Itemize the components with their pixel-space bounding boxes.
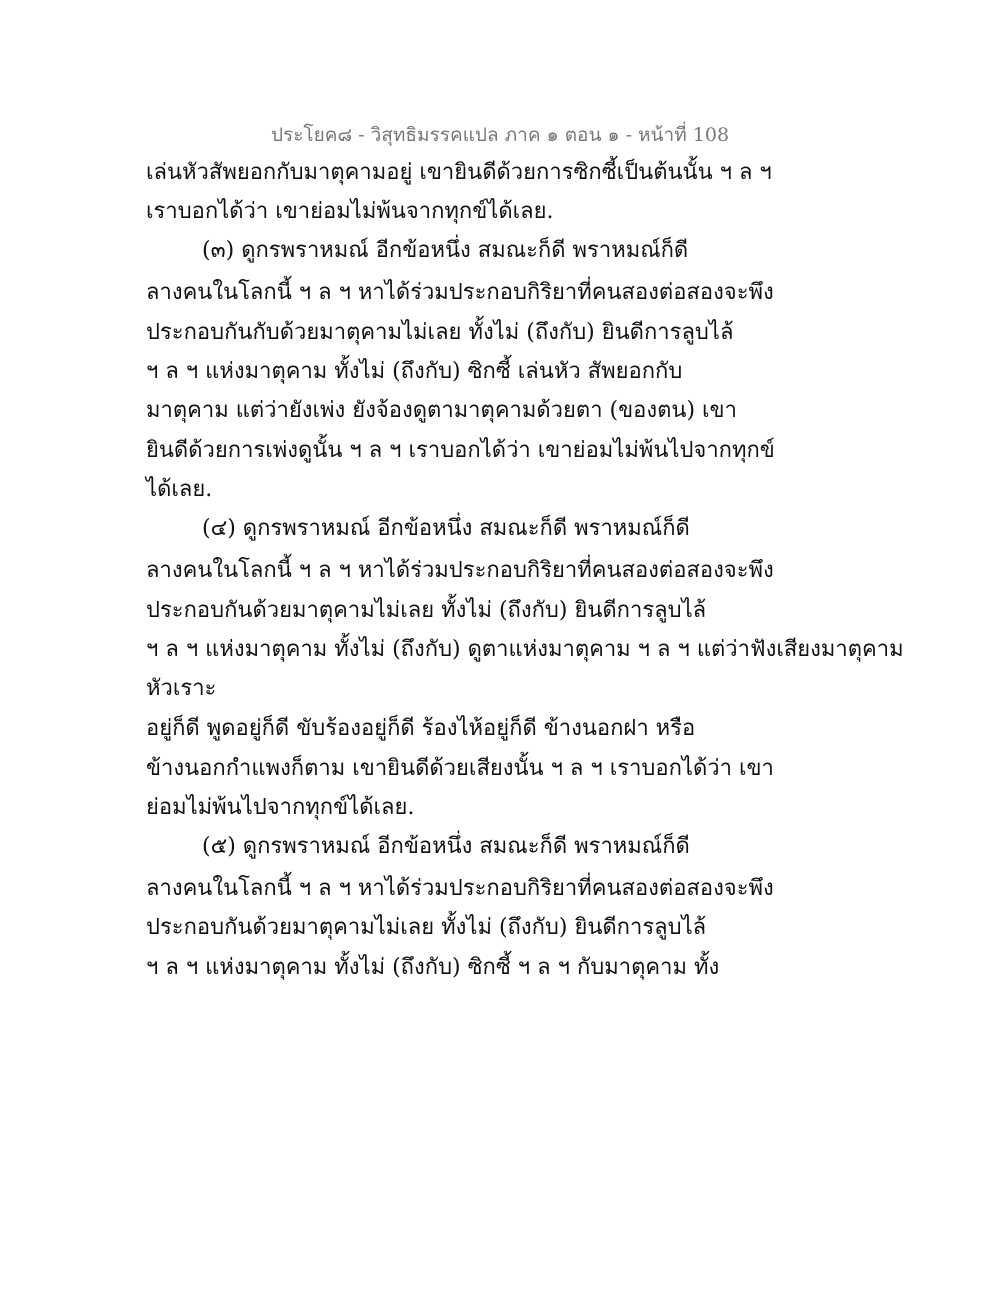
text-line: ย่อมไม่พ้นไปจากทุกข์ได้เลย. — [146, 795, 415, 820]
text-line: ฯ ล ฯ แห่งมาตุคาม ทั้งไม่ (ถึงกับ) ซิกซี้ ฯ ล ฯ กับมาตุคาม ทั้ง — [146, 955, 720, 980]
text-line: เล่นหัวสัพยอกกับมาตุคามอยู่ เขายินดีด้วยการซิกซี้เป็นต้นนั้น ฯ ล ฯ — [146, 160, 772, 185]
text-line: ข้างนอกกำแพงก็ตาม เขายินดีด้วยเสียงนั้น ฯ ล ฯ เราบอกได้ว่า เขา — [146, 756, 774, 781]
text-line: มาตุคาม แต่ว่ายังเพ่ง ยังจ้องดูตามาตุคามด้วยตา (ของตน) เขา — [146, 398, 737, 423]
text-line: ลางคนในโลกนี้ ฯ ล ฯ หาได้ร่วมประกอบกิริยาที่คนสองต่อสองจะพึง — [146, 280, 774, 305]
text-line: ลางคนในโลกนี้ ฯ ล ฯ หาได้ร่วมประกอบกิริยาที่คนสองต่อสองจะพึง — [146, 558, 774, 583]
text-line: อยู่ก็ดี พูดอยู่ก็ดี ขับร้องอยู่ก็ดี ร้องไห้อยู่ก็ดี ข้างนอกฝา หรือ — [146, 716, 696, 741]
text-line: ฯ ล ฯ แห่งมาตุคาม ทั้งไม่ (ถึงกับ) ซิกซี้ เล่นหัว สัพยอกกับ — [146, 359, 683, 384]
paragraph-heading-4: (๔) ดูกรพราหมณ์ อีกข้อหนึ่ง สมณะก็ดี พราหมณ์ก็ดี — [202, 516, 690, 541]
paragraph-heading-5: (๕) ดูกรพราหมณ์ อีกข้อหนึ่ง สมณะก็ดี พราหมณ์ก็ดี — [202, 834, 690, 859]
text-line: ยินดีด้วยการเพ่งดูนั้น ฯ ล ฯ เราบอกได้ว่า เขาย่อมไม่พ้นไปจากทุกข์ — [146, 438, 775, 463]
text-line: หัวเราะ — [146, 676, 217, 701]
text-line: ได้เลย. — [146, 477, 213, 502]
text-line: เราบอกได้ว่า เขาย่อมไม่พ้นจากทุกข์ได้เลย. — [146, 199, 554, 224]
text-line: ลางคนในโลกนี้ ฯ ล ฯ หาได้ร่วมประกอบกิริยาที่คนสองต่อสองจะพึง — [146, 876, 774, 901]
text-line: ประกอบกันด้วยมาตุคามไม่เลย ทั้งไม่ (ถึงกับ) ยินดีการลูบไล้ — [146, 598, 707, 623]
text-line: ฯ ล ฯ แห่งมาตุคาม ทั้งไม่ (ถึงกับ) ดูตาแห่งมาตุคาม ฯ ล ฯ แต่ว่าฟังเสียงมาตุคาม — [146, 637, 904, 662]
paragraph-heading-3: (๓) ดูกรพราหมณ์ อีกข้อหนึ่ง สมณะก็ดี พราหมณ์ก็ดี — [202, 238, 689, 263]
page-header: ประโยค๘ - วิสุทธิมรรคแปล ภาค ๑ ตอน ๑ - หน้าที่ 108 — [270, 124, 730, 146]
text-line: ประกอบกันด้วยมาตุคามไม่เลย ทั้งไม่ (ถึงกับ) ยินดีการลูบไล้ — [146, 915, 707, 940]
text-line: ประกอบกันกับด้วยมาตุคามไม่เลย ทั้งไม่ (ถึงกับ) ยินดีการลูบไล้ — [146, 320, 734, 345]
